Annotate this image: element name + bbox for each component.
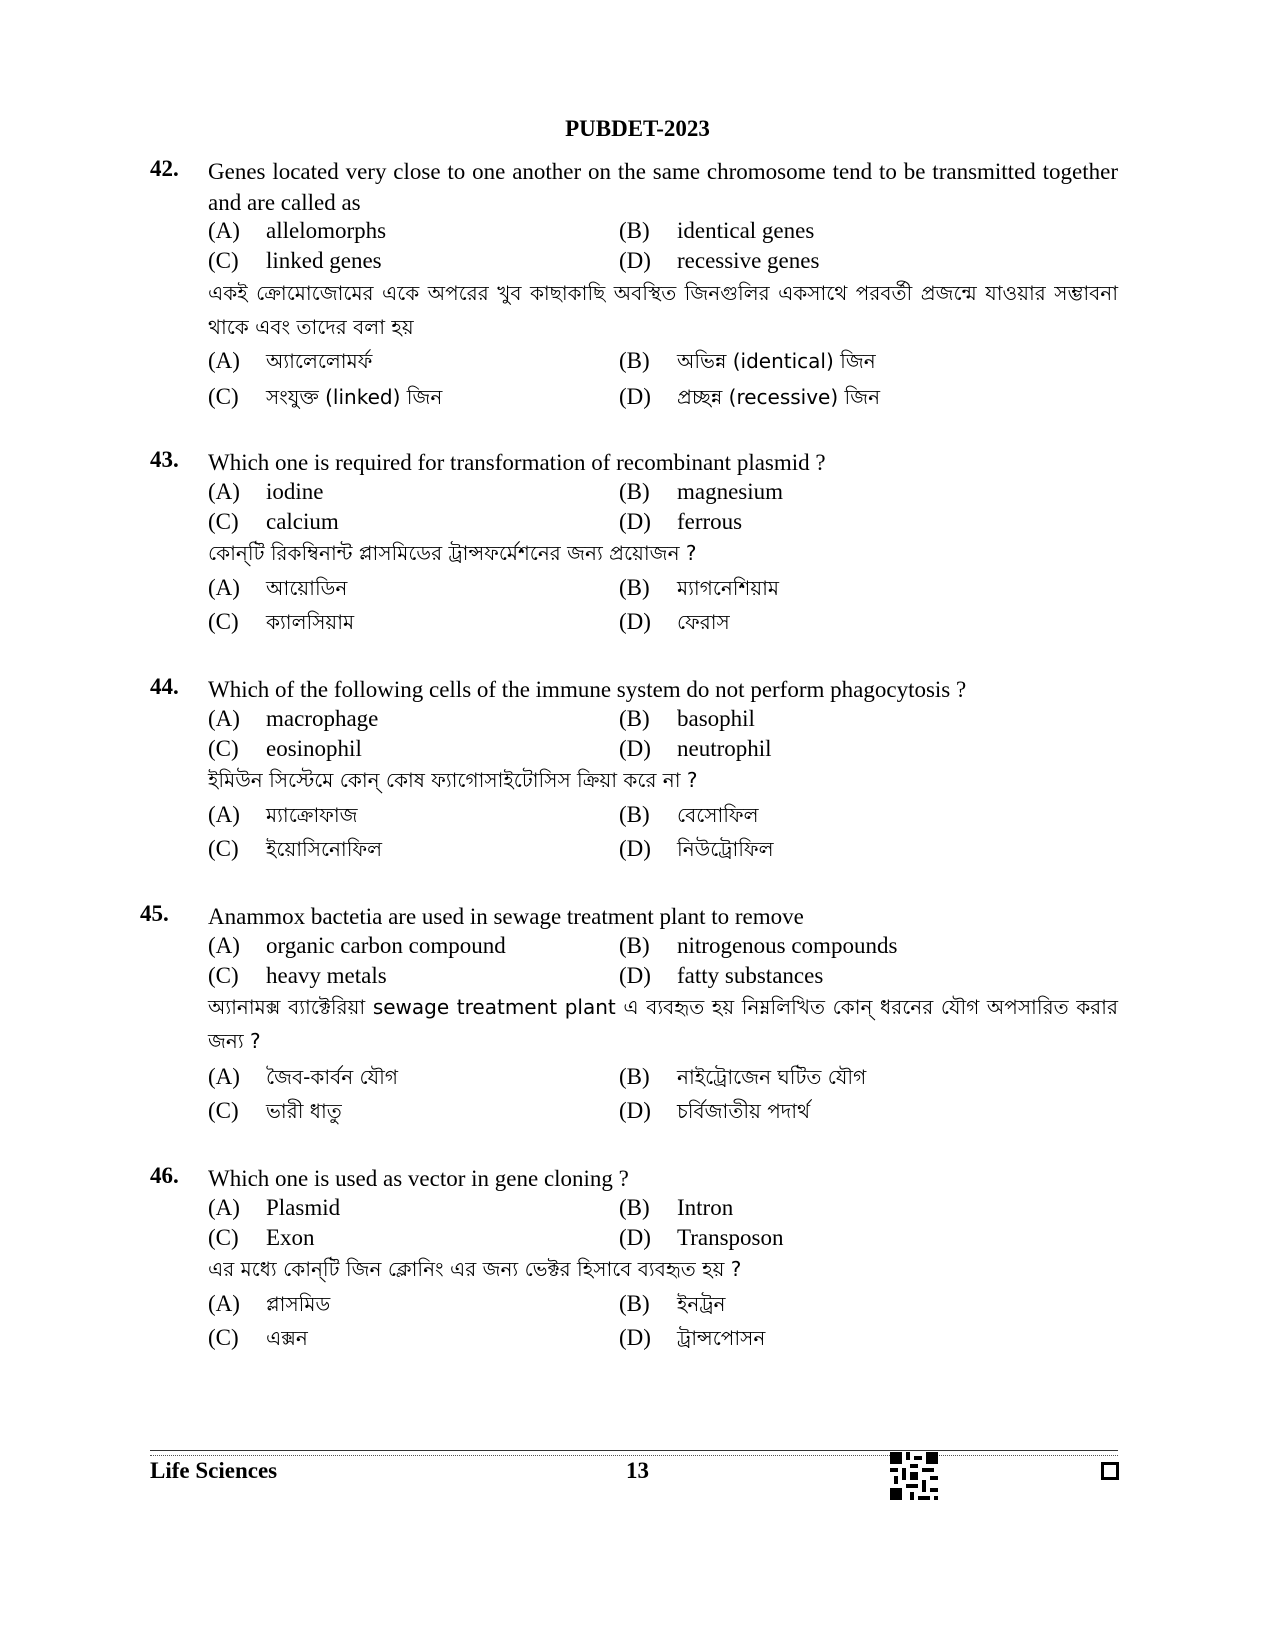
option-d-bn: (D) প্রচ্ছন্ন (recessive) জিন bbox=[619, 384, 881, 409]
option-c-en: (C) calcium bbox=[208, 509, 339, 534]
option-d-en: (D) recessive genes bbox=[619, 248, 820, 273]
option-d-bn: (D) নিউট্রোফিল bbox=[619, 836, 774, 861]
option-c-bn: (C) ভারী ধাতু bbox=[208, 1098, 342, 1123]
option-a-bn: (A) আয়োডিন bbox=[208, 575, 348, 600]
question-text-bn: কোন্‌টি রিকম্বিনান্ট প্লাসমিডের ট্রান্সফর্মেশনের জন্য প্রয়োজন ? bbox=[208, 541, 697, 565]
question-text-en: Genes located very close to one another on the same chromosome tend to be transmitted together and are called as bbox=[208, 159, 1118, 215]
option-d-bn: (D) ফেরাস bbox=[619, 609, 730, 634]
option-b-en: (B) magnesium bbox=[619, 479, 784, 504]
footer-subject: Life Sciences bbox=[150, 1458, 278, 1483]
option-b-bn: (B) নাইট্রোজেন ঘটিত যৌগ bbox=[619, 1064, 867, 1089]
option-c-bn: (C) ক্যালসিয়াম bbox=[208, 609, 355, 634]
question-text-en: Anammox bactetia are used in sewage treatment plant to remove bbox=[208, 904, 804, 929]
square-outline-icon bbox=[1101, 1462, 1119, 1480]
option-c-en: (C) heavy metals bbox=[208, 963, 387, 988]
option-b-bn: (B) বেসোফিল bbox=[619, 802, 759, 827]
page-header-title: PUBDET-2023 bbox=[565, 116, 710, 141]
option-a-bn: (A) ম্যাক্রোফাজ bbox=[208, 802, 358, 827]
question-text-en: Which of the following cells of the immune system do not perform phagocytosis ? bbox=[208, 677, 967, 702]
option-c-bn: (C) ইয়োসিনোফিল bbox=[208, 836, 382, 861]
question-number: 46. bbox=[150, 1163, 179, 1188]
question-number: 42. bbox=[150, 156, 179, 181]
option-c-en: (C) linked genes bbox=[208, 248, 382, 273]
option-c-en: (C) eosinophil bbox=[208, 736, 362, 761]
option-d-en: (D) ferrous bbox=[619, 509, 743, 534]
question-text-bn: ইমিউন সিস্টেমে কোন্ কোষ ফ্যাগোসাইটোসিস ক্রিয়া করে না ? bbox=[208, 768, 698, 792]
question-text-bn: অ্যানামক্স ব্যাক্টেরিয়া sewage treatment plant এ ব্যবহৃত হয় নিম্নলিখিত কোন্ ধরনের যৌগ অপসারিত করার জন্য ? bbox=[208, 995, 1118, 1053]
qr-code-icon bbox=[890, 1452, 938, 1500]
option-a-bn: (A) অ্যালেলোমর্ফ bbox=[208, 348, 373, 373]
option-d-en: (D) neutrophil bbox=[619, 736, 772, 761]
option-d-bn: (D) চর্বিজাতীয় পদার্থ bbox=[619, 1098, 811, 1123]
option-b-bn: (B) ম্যাগনেশিয়াম bbox=[619, 575, 780, 600]
option-a-en: (A) iodine bbox=[208, 479, 324, 504]
option-b-bn: (B) অভিন্ন (identical) জিন bbox=[619, 348, 876, 373]
option-b-en: (B) nitrogenous compounds bbox=[619, 933, 898, 958]
question-number: 44. bbox=[150, 674, 179, 699]
option-a-en: (A) Plasmid bbox=[208, 1195, 341, 1220]
question-text-bn: এর মধ্যে কোন্‌টি জিন ক্লোনিং এর জন্য ভেক্টর হিসাবে ব্যবহৃত হয় ? bbox=[208, 1257, 742, 1281]
option-b-en: (B) identical genes bbox=[619, 218, 815, 243]
confidential-strip bbox=[150, 1450, 1118, 1456]
option-a-en: (A) organic carbon compound bbox=[208, 933, 506, 958]
option-a-en: (A) macrophage bbox=[208, 706, 379, 731]
option-b-en: (B) Intron bbox=[619, 1195, 734, 1220]
question-number: 45. bbox=[140, 901, 169, 926]
option-c-bn: (C) এক্সন bbox=[208, 1325, 308, 1350]
option-c-en: (C) Exon bbox=[208, 1225, 315, 1250]
option-d-en: (D) fatty substances bbox=[619, 963, 824, 988]
option-d-en: (D) Transposon bbox=[619, 1225, 784, 1250]
option-a-bn: (A) জৈব-কার্বন যৌগ bbox=[208, 1064, 399, 1089]
question-text-en: Which one is used as vector in gene cloning ? bbox=[208, 1166, 629, 1191]
option-a-bn: (A) প্লাসমিড bbox=[208, 1291, 331, 1316]
page-number: 13 bbox=[626, 1458, 649, 1483]
option-c-bn: (C) সংযুক্ত (linked) জিন bbox=[208, 384, 443, 409]
question-number: 43. bbox=[150, 447, 179, 472]
question-text-en: Which one is required for transformation of recombinant plasmid ? bbox=[208, 450, 826, 475]
question-text-bn: একই ক্রোমোজোমের একে অপরের খুব কাছাকাছি অবস্থিত জিনগুলির একসাথে পরবর্তী প্রজন্মে যাওয়ার সম্ভাবনা থাকে এবং তাদের বলা হয় bbox=[208, 281, 1118, 339]
option-b-en: (B) basophil bbox=[619, 706, 755, 731]
option-b-bn: (B) ইনট্রন bbox=[619, 1291, 726, 1316]
option-d-bn: (D) ট্রান্সপোসন bbox=[619, 1325, 766, 1350]
option-a-en: (A) allelomorphs bbox=[208, 218, 387, 243]
